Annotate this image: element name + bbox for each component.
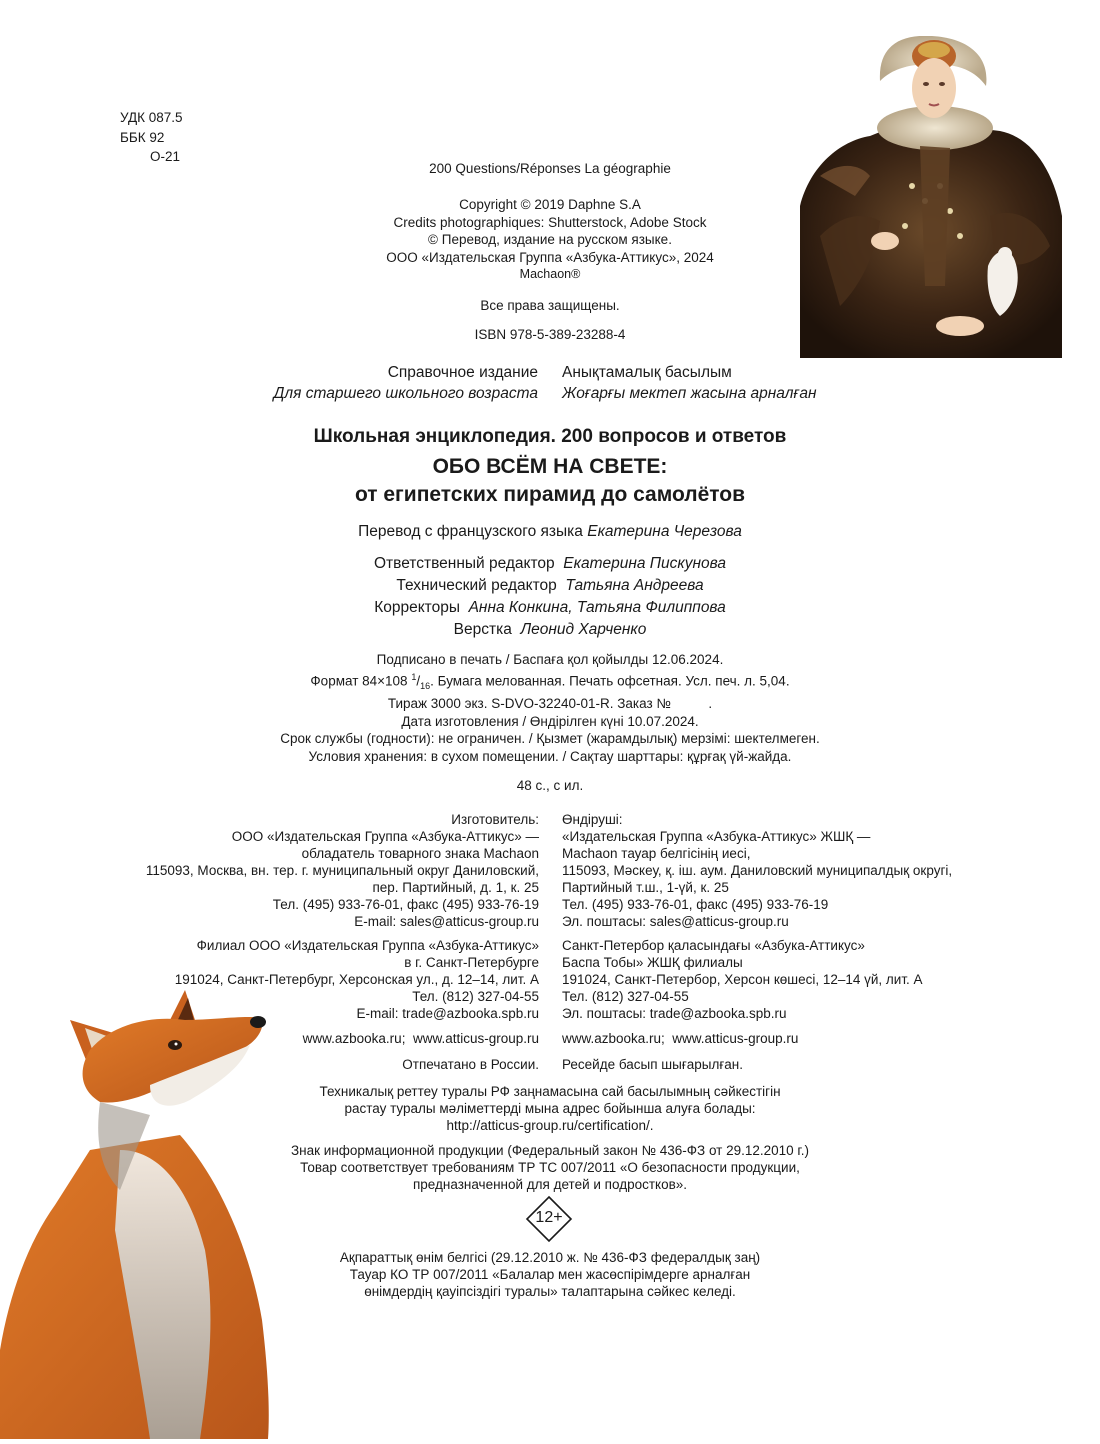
manufacturer-kz-line: Өндіруші: (562, 812, 623, 827)
manufacturer-ru-line: ООО «Издательская Группа «Азбука-Аттикус» — (231, 829, 539, 844)
manufacturer-ru-line: Изготовитель: (451, 812, 539, 827)
pages-block (0, 777, 1100, 795)
branch-ru-line: в г. Санкт-Петербурге (404, 955, 539, 970)
branch-ru-line: E-mail: trade@azbooka.spb.ru (356, 1006, 539, 1021)
book-title-sub: от египетских пирамид до самолётов (354, 483, 746, 506)
credit-line: Ответственный редактор Екатерина Пискунова (373, 555, 726, 572)
classification-block (120, 108, 183, 167)
manufacturer-kz-line: 115093, Мәскеу, қ. іш. аум. Даниловский муниципалдық округі, (562, 863, 953, 878)
info-sign-kz-line: өнімдердің қауіпсіздігі туралы» талаптарына сәйкес келеді. (364, 1284, 736, 1299)
original-title-block (0, 160, 1100, 178)
info-sign-kz-line: Тауар КО ТР 007/2011 «Балалар мен жасөспірімдерге арналған (349, 1267, 751, 1282)
certification-line: растау туралы мәліметтерді мына адрес бойынша алуға болады: (344, 1101, 756, 1116)
manufacturer-kz-line: Эл. поштасы: sales@atticus-group.ru (562, 914, 789, 929)
manufacturer-ru-line: Тел. (495) 933-76-01, факс (495) 933-76-19 (272, 897, 539, 912)
translation-label: Перевод с французского языка (358, 523, 583, 540)
storage-conditions: Условия хранения: в сухом помещении. / Сақтау шарттары: құрғақ үй-жайда. (308, 748, 792, 764)
manufacturer-kz-line: Партийный т.ш., 1-үй, к. 25 (562, 880, 729, 895)
original-title: 200 Questions/Réponses La géographie (429, 161, 671, 176)
rights-block (0, 297, 1100, 315)
author-mark: О-21 (150, 149, 181, 164)
format-line: Формат 84×108 $^1/_{16}$. Бумага мелованная. Печать офсетная. Усл. печ. л. 5,04. (310, 671, 790, 691)
manufacturer-ru-line: пер. Партийный, д. 1, к. 25 (372, 880, 539, 895)
bbk-code: ББК 92 (120, 129, 165, 145)
copyright-line: Copyright © 2019 Daphne S.A (459, 197, 641, 212)
isbn: ISBN 978-5-389-23288-4 (474, 327, 626, 342)
credits-block (0, 553, 1100, 641)
printed-in-kz: Ресейде басып шығарылған. (562, 1057, 743, 1072)
signed-date: Подписано в печать / Баспаға қол қойылды 12.06.2024. (376, 652, 724, 667)
branch-kz-line: Эл. поштасы: trade@azbooka.spb.ru (562, 1006, 787, 1021)
production-date: Дата изготовления / Өндірілген күні 10.07.2024. (401, 713, 699, 729)
age-group-ru: Для старшего школьного возраста (273, 385, 538, 402)
printed-in-ru: Отпечатано в России. (402, 1057, 539, 1072)
copyright-line: © Перевод, издание на русском языке. (428, 232, 672, 247)
info-sign-kz-line: Ақпараттық өнім белгісі (29.12.2010 ж. № 436-ФЗ федералдық заң) (339, 1250, 761, 1265)
print-info-block (0, 651, 1100, 765)
manufacturer-ru-line: 115093, Москва, вн. тер. г. муниципальный округ Даниловский, (145, 863, 539, 878)
branch-ru-line: 191024, Санкт-Петербург, Херсонская ул., д. 12–14, лит. А (174, 972, 539, 987)
service-life: Срок службы (годности): не ограничен. / Қызмет (жарамдылық) мерзімі: шектелмеген. (280, 731, 820, 747)
copyright-block (0, 196, 1100, 284)
branch-ru-line: Тел. (812) 327-04-55 (412, 989, 539, 1004)
run-line: Тираж 3000 экз. S-DVO-32240-01-R. Заказ № . (387, 696, 713, 712)
rights-text: Все права защищены. (480, 298, 620, 313)
title-block (0, 424, 1100, 509)
copyright-line: Credits photographiques: Shutterstock, Adobe Stock (393, 214, 707, 230)
branch-ru-line: Филиал ООО «Издательская Группа «Азбука-Аттикус» (196, 938, 539, 953)
age-rating-text: 12+ (535, 1209, 563, 1226)
certification-link[interactable]: http://atticus-group.ru/certification/. (446, 1118, 654, 1133)
credit-line: Технический редактор Татьяна Андреева (396, 577, 704, 594)
manufacturer-kz-line: «Издательская Группа «Азбука-Аттикус» ЖШҚ — (562, 829, 871, 844)
info-sign-ru-line: Товар соответствует требованиям ТР ТС 007/2011 «О безопасности продукции, (300, 1160, 800, 1175)
branch-kz-line: Санкт-Петербор қаласындағы «Азбука-Аттикус» (562, 938, 865, 953)
fox-image (0, 990, 275, 1439)
manufacturer-kz-line: Machaon тауар белгісінің иесі, (562, 846, 751, 861)
credit-line: Корректоры Анна Конкина, Татьяна Филиппова (374, 599, 726, 616)
edition-type-ru: Справочное издание (387, 364, 538, 381)
website-links-kz[interactable]: www.azbooka.ru; www.atticus-group.ru (562, 1031, 799, 1046)
fox-svg (0, 990, 275, 1439)
book-title-main: ОБО ВСЁМ НА СВЕТЕ: (432, 455, 668, 478)
age-rating-badge (525, 1195, 573, 1243)
isbn-block (0, 326, 1100, 344)
manufacturer-kz-line: Тел. (495) 933-76-01, факс (495) 933-76-19 (562, 897, 829, 912)
manufacturer-ru-line: E-mail: sales@atticus-group.ru (354, 914, 539, 929)
manufacturer-ru-line: обладатель товарного знака Machaon (301, 846, 539, 861)
copyright-line: ООО «Издательская Группа «Азбука-Аттикус», 2024 (386, 249, 714, 265)
branch-kz-line: Баспа Тобы» ЖШҚ филиалы (562, 955, 743, 970)
credit-line: Верстка Леонид Харченко (453, 621, 647, 638)
branch-kz-line: Тел. (812) 327-04-55 (562, 989, 689, 1004)
translator-name: Екатерина Черезова (587, 523, 742, 540)
info-sign-ru-line: Знак информационной продукции (Федеральный закон № 436-ФЗ от 29.12.2010 г.) (291, 1143, 809, 1158)
certification-line: Техникалық реттеу туралы РФ заңнамасына сай басылымның сәйкестігін (319, 1084, 781, 1099)
branch-kz-line: 191024, Санкт-Петербор, Херсон көшесі, 12–14 үй, лит. А (562, 972, 923, 987)
info-sign-ru-line: предназначенной для детей и подростков». (412, 1177, 688, 1192)
series-title: Школьная энциклопедия. 200 вопросов и ответов (313, 426, 787, 447)
page-count: 48 с., с ил. (516, 778, 584, 793)
translation-block (0, 521, 1100, 542)
udk-code: УДК 087.5 (120, 110, 183, 125)
age-group-kz: Жоғарғы мектеп жасына арналған (562, 385, 817, 402)
website-links-ru[interactable]: www.azbooka.ru; www.atticus-group.ru (302, 1031, 539, 1046)
edition-type-kz: Анықтамалық басылым (562, 364, 732, 381)
copyright-line: Machaon® (519, 267, 581, 281)
